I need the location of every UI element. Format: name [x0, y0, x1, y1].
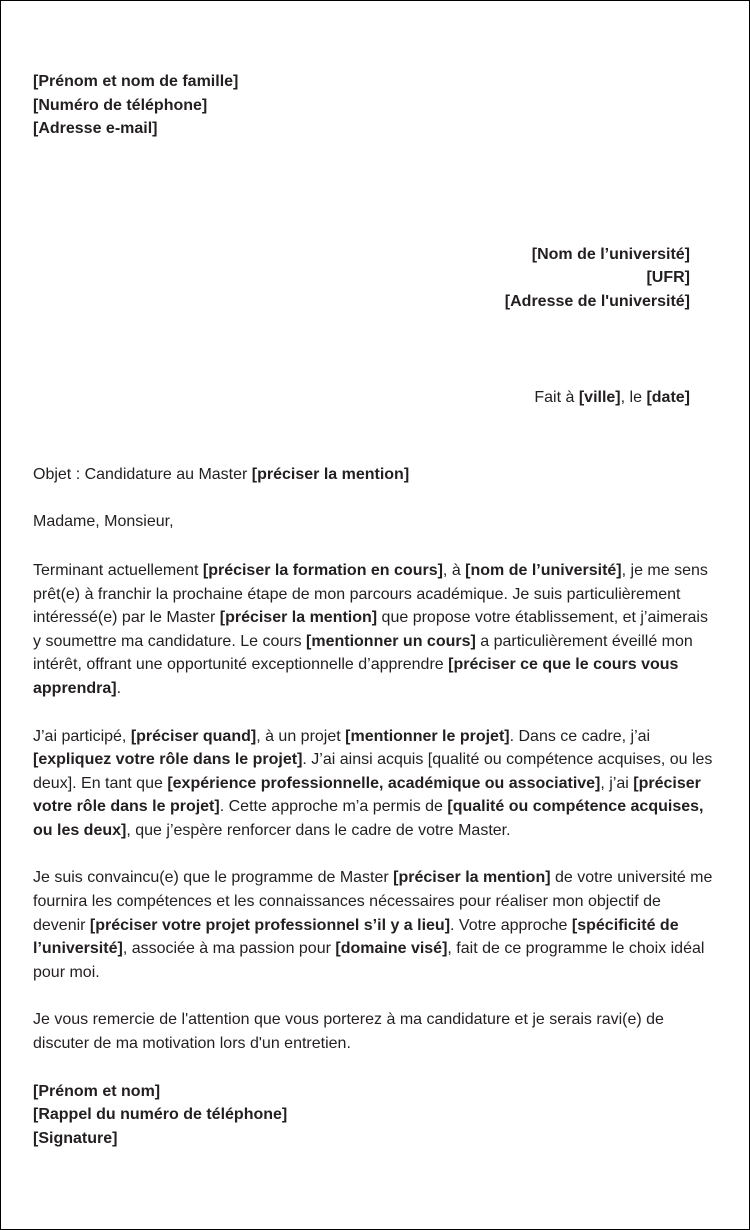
text-run: a particulièrement éveillé mon intérêt, offrant une opportunité exceptionnelle d’apprendre: [33, 632, 693, 674]
sender-email-placeholder: [Adresse e-mail]: [33, 120, 158, 138]
ufr-placeholder: [UFR]: [646, 269, 690, 287]
text-run: , fait de ce programme le choix idéal pour moi.: [33, 940, 705, 981]
recipient-block: [33, 243, 717, 314]
university-name-placeholder: [Nom de l’université]: [531, 245, 690, 263]
placeholder-field: [domaine visé]: [335, 940, 448, 958]
text-run: .: [116, 679, 122, 697]
sender-name-placeholder: [Prénom et nom de famille]: [33, 73, 239, 90]
university-address-placeholder: [Adresse de l'université]: [504, 292, 690, 310]
placeholder-field: [qualité ou compétence acquises, ou les deux]: [33, 798, 704, 839]
placeholder-field: [spécificité de l’université]: [33, 916, 679, 958]
placeholder-field: [mentionner un cours]: [306, 632, 476, 650]
text-run: , j’ai: [600, 774, 634, 792]
placeholder-field: [préciser quand]: [130, 727, 257, 745]
placeholder-field: [mentionner le projet]: [345, 727, 510, 745]
date-line: [33, 386, 717, 410]
text-run: que propose votre établissement, et j’aimerais y soumettre ma candidature. Le cours: [33, 609, 708, 650]
closing-phone-placeholder: [Rappel du numéro de téléphone]: [33, 1106, 288, 1124]
placeholder-field: [préciser la mention]: [251, 466, 410, 484]
placeholder-field: [expérience professionnelle, académique ou associative]: [167, 774, 601, 792]
closing-name-placeholder: [Prénom et nom]: [33, 1082, 161, 1100]
placeholder-field: [date]: [646, 388, 690, 406]
closing-block: [33, 1080, 717, 1151]
text-run: , à un projet: [256, 727, 346, 745]
placeholder-field: [préciser la formation en cours]: [202, 561, 443, 579]
text-run: , à: [442, 561, 466, 579]
text-run: , associée à ma passion pour: [122, 940, 336, 958]
subject-line: [33, 463, 717, 487]
text-run: Je suis convaincu(e) que le programme de Master: [33, 869, 394, 887]
text-run: , que j’espère renforcer dans le cadre de votre Master.: [126, 821, 511, 839]
placeholder-field: [préciser votre projet professionnel s’il y a lieu]: [89, 916, 451, 934]
body-paragraph-1: [33, 559, 717, 701]
text-run: de votre université me fournira les compétences et les connaissances nécessaires pour réaliser mon objectif de devenir: [33, 869, 713, 934]
text-run: Je vous remercie de l'attention que vous porterez à ma candidature et je serais ravi(e) de discuter de ma motivation lors d'un entretien.: [33, 1011, 664, 1053]
sender-phone-placeholder: [Numéro de téléphone]: [33, 96, 208, 114]
text-run: , je me sens prêt(e) à franchir la prochaine étape de mon parcours académique. Je suis particulièrement intéressé(e) par le Master: [33, 561, 708, 627]
text-run: . Dans ce cadre, j’ai: [509, 727, 651, 745]
placeholder-field: [ville]: [578, 388, 621, 406]
body-paragraph-3: [33, 866, 717, 984]
text-run: Fait à: [534, 388, 579, 406]
salutation: Madame, Monsieur,: [33, 513, 174, 531]
placeholder-field: [nom de l’université]: [465, 561, 622, 579]
body-paragraph-2: [33, 725, 717, 843]
text-run: J’ai participé,: [33, 727, 131, 745]
placeholder-field: [préciser la mention]: [219, 609, 378, 627]
text-run: Terminant actuellement: [33, 561, 203, 579]
text-run: . J’ai ainsi acquis [qualité ou compétence acquises, ou les deux]. En tant que: [33, 751, 713, 792]
text-run: Objet : Candidature au Master: [33, 466, 252, 484]
text-run: . Cette approche m’a permis de: [219, 798, 448, 816]
signature-placeholder: [Signature]: [33, 1129, 118, 1147]
sender-block: [33, 70, 717, 141]
text-run: , le: [620, 388, 647, 406]
placeholder-field: [préciser votre rôle dans le projet]: [33, 774, 701, 816]
placeholder-field: [préciser la mention]: [393, 869, 551, 887]
text-run: . Votre approche: [450, 916, 572, 934]
body-paragraph-4: [33, 1008, 717, 1055]
placeholder-field: [préciser ce que le cours vous apprendra]: [33, 656, 679, 697]
placeholder-field: [expliquez votre rôle dans le projet]: [33, 751, 303, 769]
